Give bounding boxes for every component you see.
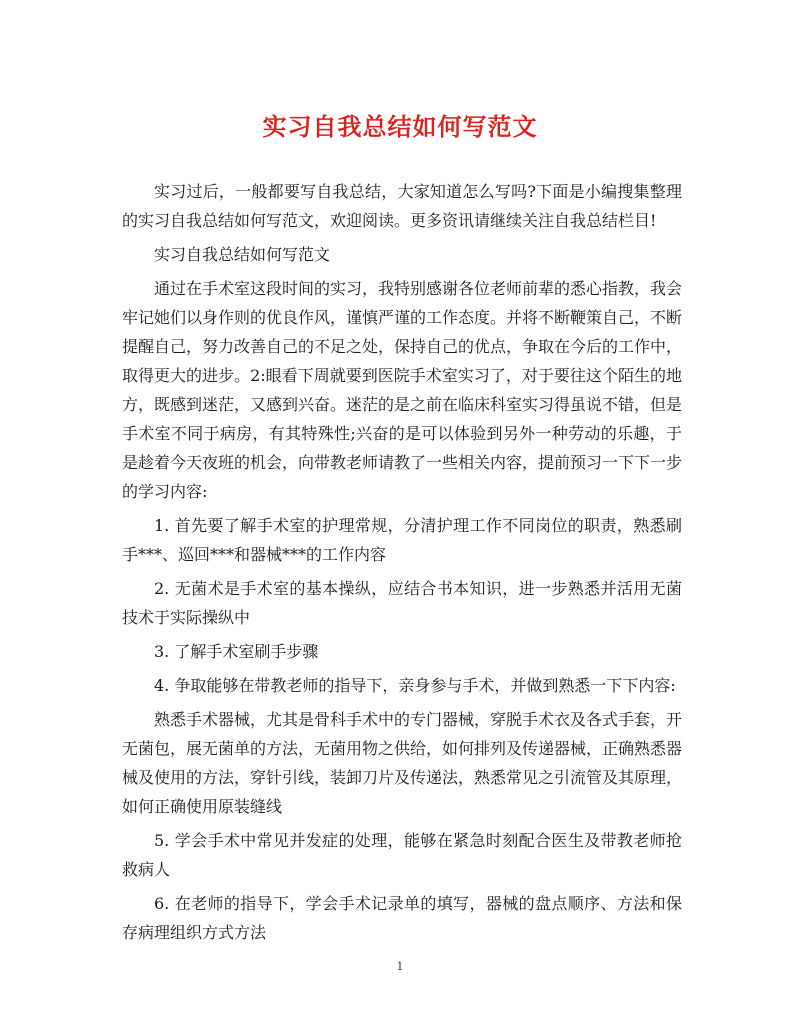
- body-paragraph: 通过在手术室这段时间的实习，我特别感谢各位老师前辈的悉心指教，我会牢记她们以身作则的优良作风，谨慎严谨的工作态度。并将不断鞭策自己，不断提醒自己，努力改善自己的不足之处，保持自己的优点，争取在今后的工作中，取得更大的进步。2:眼看下周就要到医院手术室实习了，对于要往这个陌生的地方，既感到迷茫，又感到兴奋。迷茫的是之前在临床科室实习得虽说不错，但是手术室不同于病房，有其特殊性;兴奋的是可以体验到另外一种劳动的乐趣，于是趁着今天夜班的机会，向带教老师请教了一些相关内容，提前预习一下下一步的学习内容:: [122, 279, 683, 501]
- list-item: 6. 在老师的指导下，学会手术记录单的填写，器械的盘点顺序、方法和保存病理组织方式方法: [122, 894, 682, 942]
- list-item: 5. 学会手术中常见并发症的处理，能够在紧急时刻配合医生及带教老师抢救病人: [122, 831, 682, 879]
- list-item: 1. 首先要了解手术室的护理常规，分清护理工作不同岗位的职责，熟悉刷手***、巡回***和器械***的工作内容: [122, 516, 682, 564]
- page-number: 1: [396, 960, 404, 973]
- document-body: [122, 177, 682, 947]
- document-title: 实习自我总结如何写范文: [262, 112, 538, 141]
- list-item-detail: 熟悉手术器械，尤其是骨科手术中的专门器械，穿脱手术衣及各式手套，开无菌包，展无菌单的方法，无菌用物之供给，如何排列及传递器械，正确熟悉器械及使用的方法，穿针引线，装卸刀片及传递法，熟悉常见之引流管及其原理，如何正确使用原装缝线: [122, 710, 683, 816]
- list-item: 3. 了解手术室刷手步骤: [154, 642, 319, 661]
- list-item: 2. 无菌术是手术室的基本操纵，应结合书本知识，进一步熟悉并活用无菌技术于实际操纵中: [122, 579, 682, 627]
- section-heading: 实习自我总结如何写范文: [154, 245, 331, 264]
- list-item: 4. 争取能够在带教老师的指导下，亲身参与手术，并做到熟悉一下下内容:: [154, 676, 676, 695]
- intro-paragraph: 实习过后，一般都要写自我总结，大家知道怎么写吗?下面是小编搜集整理的实习自我总结如何写范文，欢迎阅读。更多资讯请继续关注自我总结栏目!: [122, 182, 682, 230]
